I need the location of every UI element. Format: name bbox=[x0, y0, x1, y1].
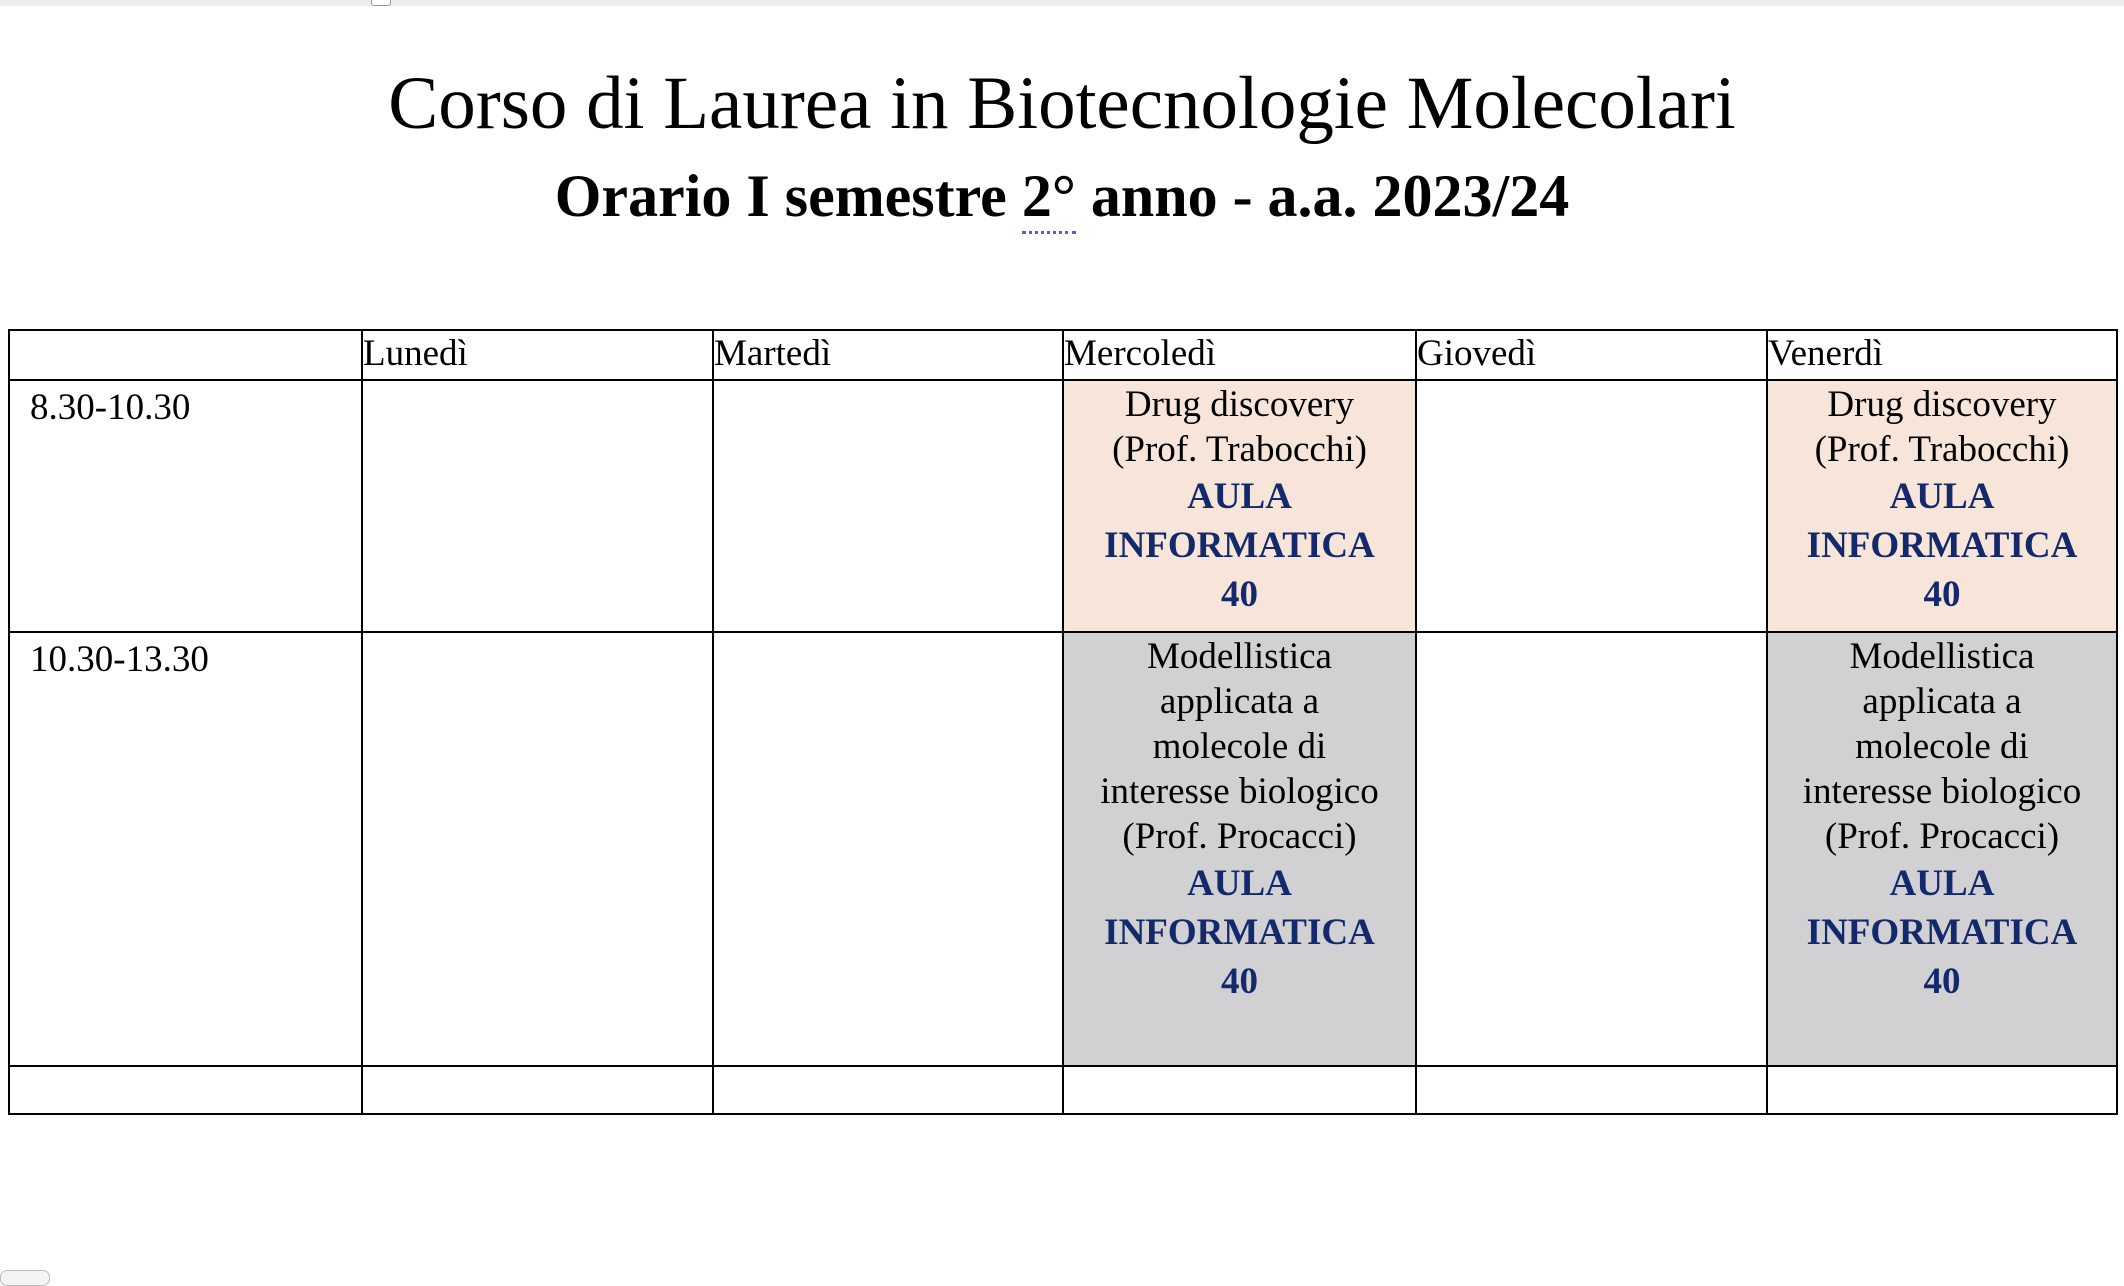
table-row-slot-2 bbox=[9, 632, 2117, 1066]
lesson-drug-discovery-wednesday bbox=[1063, 380, 1416, 632]
time-slot-label: 8.30-10.30 bbox=[9, 380, 362, 632]
cell-thursday-slot-2 bbox=[1416, 632, 1767, 1066]
empty-cell bbox=[362, 1066, 713, 1114]
course-name-line: interesse biologico bbox=[1802, 771, 2082, 812]
subtitle-marked-text: 2° bbox=[1022, 163, 1076, 234]
subtitle-after: anno - a.a. 2023/24 bbox=[1075, 163, 1570, 229]
lesson-drug-discovery-friday bbox=[1767, 380, 2117, 632]
room-label: AULA bbox=[1889, 476, 1995, 517]
course-name-line: applicata a bbox=[1159, 681, 1320, 722]
empty-cell bbox=[1063, 1066, 1416, 1114]
header-day-thursday: Giovedì bbox=[1416, 330, 1767, 380]
cell-tuesday-slot-1 bbox=[713, 380, 1063, 632]
course-name-line: molecole di bbox=[1152, 726, 1327, 767]
professor-name: (Prof. Procacci) bbox=[1824, 816, 2060, 857]
course-name: Drug discovery bbox=[1124, 384, 1355, 425]
room-label: AULA bbox=[1187, 476, 1292, 517]
course-name-line: molecole di bbox=[1855, 726, 2029, 767]
cell-tuesday-slot-2 bbox=[713, 632, 1063, 1066]
header-day-monday: Lunedì bbox=[362, 330, 713, 380]
course-name-line: interesse biologico bbox=[1100, 771, 1379, 812]
room-label: INFORMATICA bbox=[1806, 912, 2078, 953]
scroll-marker-top[interactable] bbox=[371, 0, 391, 6]
professor-name: (Prof. Trabocchi) bbox=[1112, 429, 1367, 470]
table-row-empty bbox=[9, 1066, 2117, 1114]
room-number: 40 bbox=[1923, 574, 1961, 615]
subtitle-before: Orario I semestre bbox=[554, 163, 1022, 229]
page-subtitle bbox=[0, 154, 2124, 238]
room-label: AULA bbox=[1889, 863, 1995, 904]
empty-cell bbox=[713, 1066, 1063, 1114]
lesson-modellistica-wednesday bbox=[1063, 632, 1416, 1066]
cell-thursday-slot-1 bbox=[1416, 380, 1767, 632]
course-name-line: applicata a bbox=[1862, 681, 2022, 722]
empty-cell bbox=[1416, 1066, 1767, 1114]
scroll-marker-bottom[interactable] bbox=[0, 1270, 50, 1286]
cell-monday-slot-1 bbox=[362, 380, 713, 632]
course-name: Drug discovery bbox=[1827, 384, 2057, 425]
empty-cell bbox=[9, 1066, 362, 1114]
course-name-line: Modellistica bbox=[1147, 636, 1332, 677]
window-top-bar bbox=[0, 0, 2124, 6]
header-corner-cell bbox=[9, 330, 362, 380]
room-label: INFORMATICA bbox=[1104, 912, 1375, 953]
professor-name: (Prof. Trabocchi) bbox=[1814, 429, 2070, 470]
header-day-tuesday: Martedì bbox=[713, 330, 1063, 380]
professor-name: (Prof. Procacci) bbox=[1122, 816, 1357, 857]
room-number: 40 bbox=[1923, 961, 1961, 1002]
time-slot-label: 10.30-13.30 bbox=[9, 632, 362, 1066]
schedule-table bbox=[8, 329, 2118, 1115]
header-day-friday: Venerdì bbox=[1767, 330, 2117, 380]
header-row bbox=[9, 330, 2117, 380]
room-label: INFORMATICA bbox=[1806, 525, 2078, 566]
room-number: 40 bbox=[1221, 961, 1258, 1002]
empty-cell bbox=[1767, 1066, 2117, 1114]
room-number: 40 bbox=[1221, 574, 1258, 615]
room-label: INFORMATICA bbox=[1104, 525, 1375, 566]
table-row-slot-1 bbox=[9, 380, 2117, 632]
header-day-wednesday: Mercoledì bbox=[1063, 330, 1416, 380]
cell-monday-slot-2 bbox=[362, 632, 713, 1066]
lesson-modellistica-friday bbox=[1767, 632, 2117, 1066]
course-name-line: Modellistica bbox=[1849, 636, 2035, 677]
page-title: Corso di Laurea in Biotecnologie Molecolari bbox=[388, 62, 1736, 145]
room-label: AULA bbox=[1187, 863, 1292, 904]
